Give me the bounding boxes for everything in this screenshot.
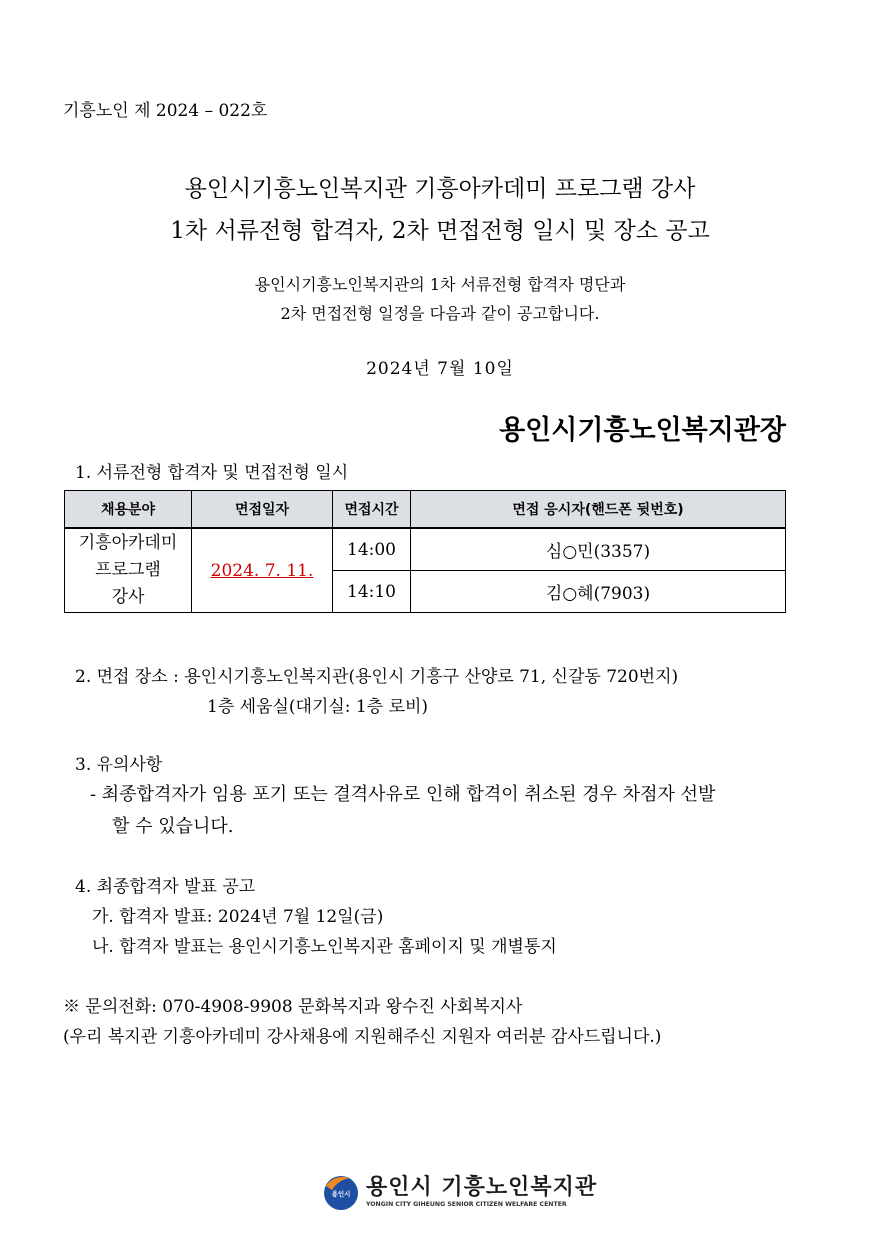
section3-detail-line1: - 최종합격자가 임용 포기 또는 결격사유로 인해 합격이 취소된 경우 차점자 선발: [90, 784, 716, 805]
recruitment-field-cell: [65, 528, 192, 613]
header-candidate: 면접 응시자(핸드폰 뒷번호): [411, 491, 786, 529]
table-header-row: [65, 491, 786, 529]
notice-title-line2: 1차 서류전형 합격자, 2차 면접전형 일시 및 장소 공고: [170, 218, 710, 244]
intro-line1: 용인시기흥노인복지관의 1차 서류전형 합격자 명단과: [254, 275, 626, 294]
field-line: 프로그램: [95, 560, 161, 580]
section2-subline: 1층 세움실(대기실: 1층 로비): [207, 697, 429, 717]
section4-item-b: 나. 합격자 발표는 용인시기흥노인복지관 홈페이지 및 개별통지: [92, 937, 557, 957]
welfare-center-logo: [320, 1170, 598, 1216]
header-field: 채용분야: [65, 491, 192, 529]
field-line: 기흥아카데미: [78, 533, 178, 553]
section4-heading: 4. 최종합격자 발표 공고: [75, 877, 256, 897]
logo-name: 용인시 기흥노인복지관: [366, 1175, 598, 1200]
header-interview-time: 면접시간: [333, 491, 411, 529]
logo-subtitle: YONGIN CITY GIHEUNG SENIOR CITIZEN WELFARE CENTER: [366, 1201, 567, 1208]
notice-title-line1: 용인시기흥노인복지관 기흥아카데미 프로그램 강사: [184, 176, 696, 202]
intro-line2: 2차 면접전형 일정을 다음과 같이 공고합니다.: [280, 304, 600, 323]
candidate-cell: 심○민(3357): [411, 528, 786, 571]
publication-date: 2024년 7월 10일: [366, 359, 514, 379]
interview-date: 2024. 7. 11.: [210, 560, 314, 581]
contact-info: ※ 문의전화: 070-4908-9908 문화복지과 왕수진 사회복지사: [63, 997, 523, 1017]
interview-time-cell: 14:10: [333, 571, 411, 613]
header-interview-date: 면접일자: [192, 491, 333, 529]
interview-date-cell: [192, 528, 333, 613]
candidate-cell: 김○혜(7903): [411, 571, 786, 613]
interview-time-cell: 14:00: [333, 528, 411, 571]
issuer-name: 용인시기흥노인복지관장: [499, 415, 786, 446]
thanks-note: (우리 복지관 기흥아카데미 강사채용에 지원해주신 지원자 여러분 감사드립니다.): [63, 1027, 662, 1047]
document-number: 기흥노인 제 2024 – 022호: [63, 101, 268, 121]
emblem-text: 용인시: [331, 1190, 351, 1198]
section1-heading: 1. 서류전형 합격자 및 면접전형 일시: [75, 463, 349, 483]
section3-detail-line2: 할 수 있습니다.: [112, 816, 234, 837]
section2-heading: 2. 면접 장소 : 용인시기흥노인복지관(용인시 기흥구 산양로 71, 신갈동 720번지): [75, 667, 679, 687]
table-row: [65, 528, 786, 571]
interview-schedule-table: [64, 490, 786, 613]
emblem-icon: [320, 1172, 360, 1212]
field-line: 강사: [111, 587, 145, 607]
section4-item-a: 가. 합격자 발표: 2024년 7월 12일(금): [92, 907, 384, 927]
section3-heading: 3. 유의사항: [75, 755, 163, 775]
